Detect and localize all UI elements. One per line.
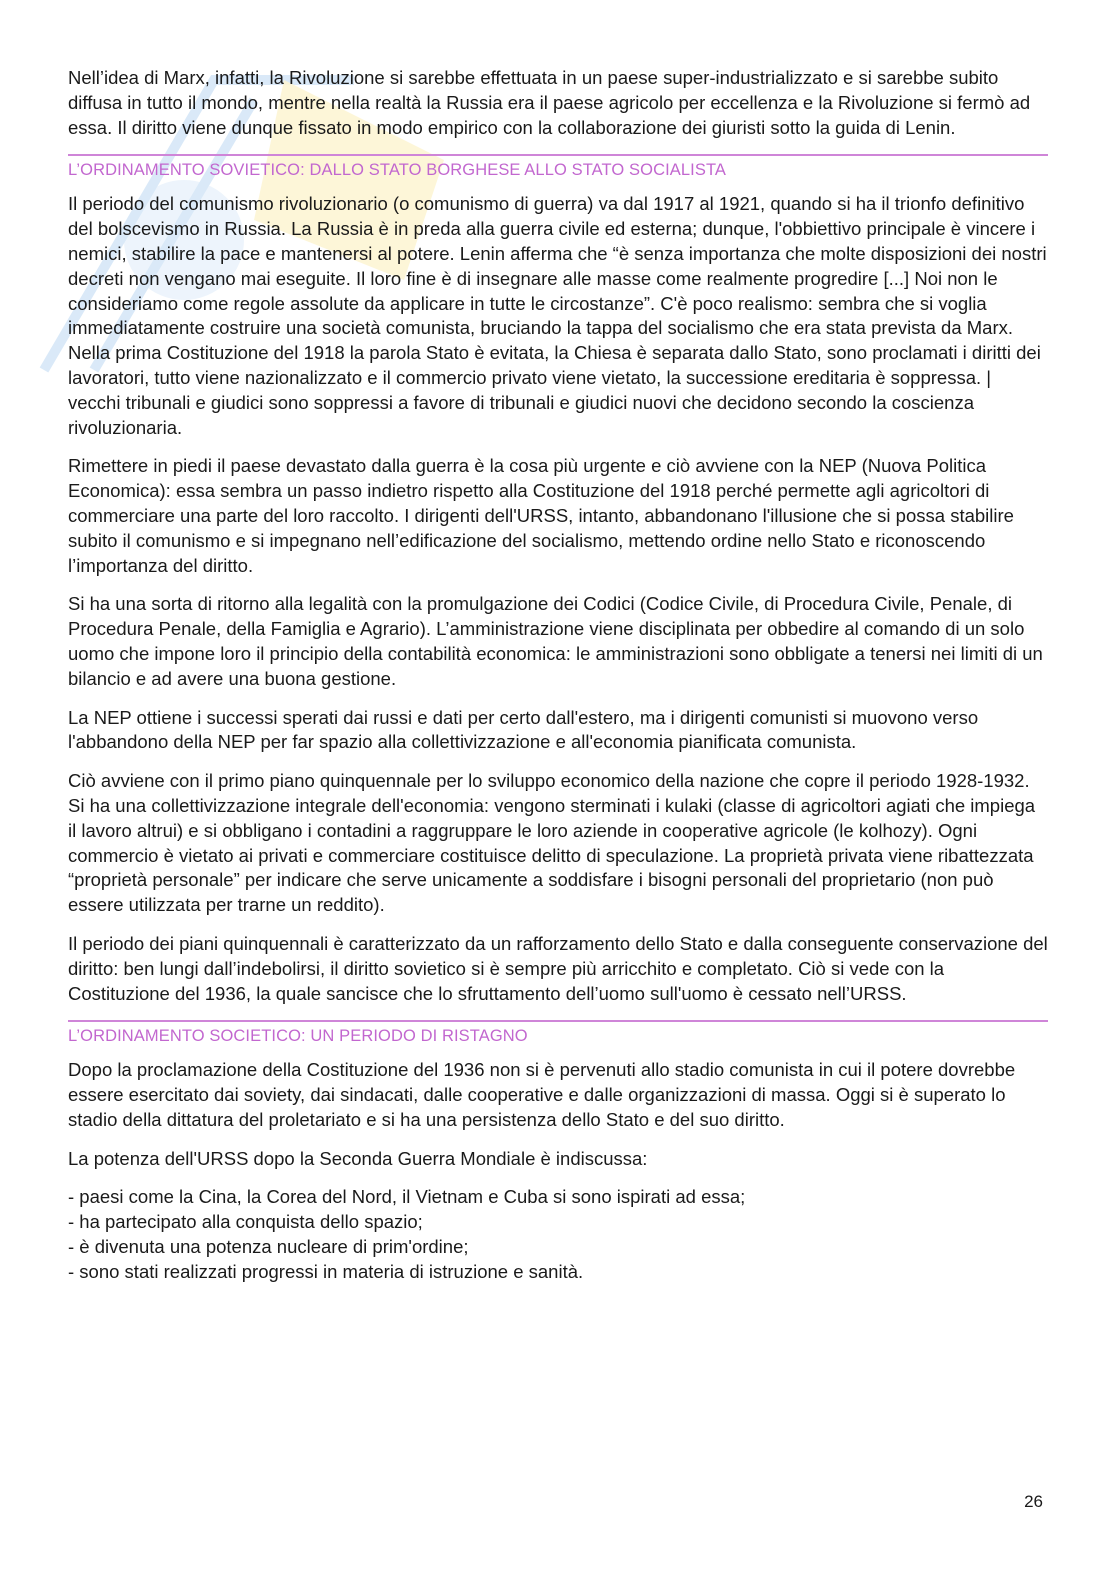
paragraph: Rimettere in piedi il paese devastato dalla guerra è la cosa più urgente e ciò avviene con la NEP (Nuova Politica Economica): essa sembra un passo indietro rispetto alla Costituzione del 1918 perché permette agli agricoltori di commerciare una parte del loro raccolto. I dirigenti dell'URSS, intanto, abbandonano l'illusione che si possa stabilire subito il comunismo e si impegnano nell’edificazione del socialismo, mettendo ordine nello Stato e riconoscendo l’importanza del diritto.	[68, 455, 1014, 576]
page-number: 26	[1024, 1492, 1043, 1511]
section-heading-ristagno: L’ORDINAMENTO SOCIETICO: UN PERIODO DI RISTAGNO	[68, 1020, 1048, 1046]
paragraph: Nella prima Costituzione del 1918 la parola Stato è evitata, la Chiesa è separata dallo Stato, sono proclamati i diritti dei lavoratori, tutto viene nazionalizzato e il commercio privato viene vietato, la successione ereditaria è soppressa. | vecchi tribunali e giudici sono soppressi a favore di tribunali e giudici nuovi che decidono secondo la coscienza rivoluzionaria.	[68, 342, 1041, 438]
intro-paragraph: Nell’idea di Marx, infatti, la Rivoluzione si sarebbe effettuata in un paese super-industrializzato e si sarebbe subito diffusa in tutto il mondo, mentre nella realtà la Russia era il paese agricolo per eccellenza e la Rivoluzione si fermò ad essa. Il diritto viene dunque fissato in modo empirico con la collaborazione dei giuristi sotto la guida di Lenin.	[68, 67, 1031, 138]
paragraph: La potenza dell'URSS dopo la Seconda Guerra Mondiale è indiscussa:	[68, 1147, 648, 1169]
achievements-list	[68, 1185, 1048, 1284]
paragraph: Il periodo del comunismo rivoluzionario (o comunismo di guerra) va dal 1917 al 1921, quando si ha il trionfo definitivo del bolscevismo in Russia. La Russia è in preda alla guerra civile ed esterna; dunque, l'obbiettivo principale è vincere i nemici, stabilire la pace e mantenersi al potere. Lenin afferma che “è senza importanza che molte disposizioni dei nostri decreti non vengano mai eseguite. Il loro fine è di insegnare alle masse come realmente progredire [...] Noi non le consideriamo come regole assolute da applicare in tutte le circostanze”. C'è poco realismo: sembra che si voglia immediatamente costruire una società comunista, bruciando la tappa del socialismo che era stata prevista da Marx.	[68, 193, 1047, 339]
list-item: - ha partecipato alla conquista dello spazio;	[68, 1211, 423, 1233]
list-item: - è divenuta una potenza nucleare di prim'ordine;	[68, 1236, 469, 1258]
paragraph: Si ha una sorta di ritorno alla legalità con la promulgazione dei Codici (Codice Civile, di Procedura Civile, Penale, di Procedura Penale, della Famiglia e Agrario). L’amministrazione viene disciplinata per obbedire al comando di un solo uomo che impone loro il principio della contabilità economica: le amministrazioni sono obbligate a tenersi nei limiti di un bilancio e ad avere una buona gestione.	[68, 593, 1043, 689]
paragraph: Ciò avviene con il primo piano quinquennale per lo sviluppo economico della nazione che copre il periodo 1928-1932. Si ha una collettivizzazione integrale dell'economia: vengono sterminati i kulaki (classe di agricoltori agiati che impiega il lavoro altrui) e si obbligano i contadini a raggruppare le loro aziende in cooperative agricole (le kolhozy). Ogni commercio è vietato ai privati e commerciare costituisce delitto di speculazione. La proprietà privata viene ribattezzata “proprietà personale” per indicare che serve unicamente a soddisfare i bisogni personali del proprietario (non può essere utilizzata per trarne un reddito).	[68, 770, 1036, 916]
list-item: - sono stati realizzati progressi in materia di istruzione e sanità.	[68, 1260, 584, 1282]
paragraph: Dopo la proclamazione della Costituzione del 1936 non si è pervenuti allo stadio comunista in cui il potere dovrebbe essere esercitato dai soviety, dai sindacati, dalle cooperative e dalle organizzazioni di massa. Oggi si è superato lo stadio della dittatura del proletariato e si ha una persistenza dello Stato e del suo diritto.	[68, 1059, 1016, 1130]
document-page	[68, 66, 1048, 1285]
section-heading-stato-socialista: L’ORDINAMENTO SOVIETICO: DALLO STATO BORGHESE ALLO STATO SOCIALISTA	[68, 154, 1048, 180]
paragraph: La NEP ottiene i successi sperati dai russi e dati per certo dall'estero, ma i dirigenti comunisti si muovono verso l'abbandono della NEP per far spazio alla collettivizzazione e all'economia pianificata comunista.	[68, 706, 979, 753]
list-item: - paesi come la Cina, la Corea del Nord, il Vietnam e Cuba si sono ispirati ad essa;	[68, 1186, 746, 1208]
paragraph: Il periodo dei piani quinquennali è caratterizzato da un rafforzamento dello Stato e dalla conseguente conservazione del diritto: ben lungi dall’indebolirsi, il diritto sovietico si è sempre più arricchito e completato. Ciò si vede con la Costituzione del 1936, la quale sancisce che lo sfruttamento dell’uomo sull'uomo è cessato nell’URSS.	[68, 932, 1048, 1004]
